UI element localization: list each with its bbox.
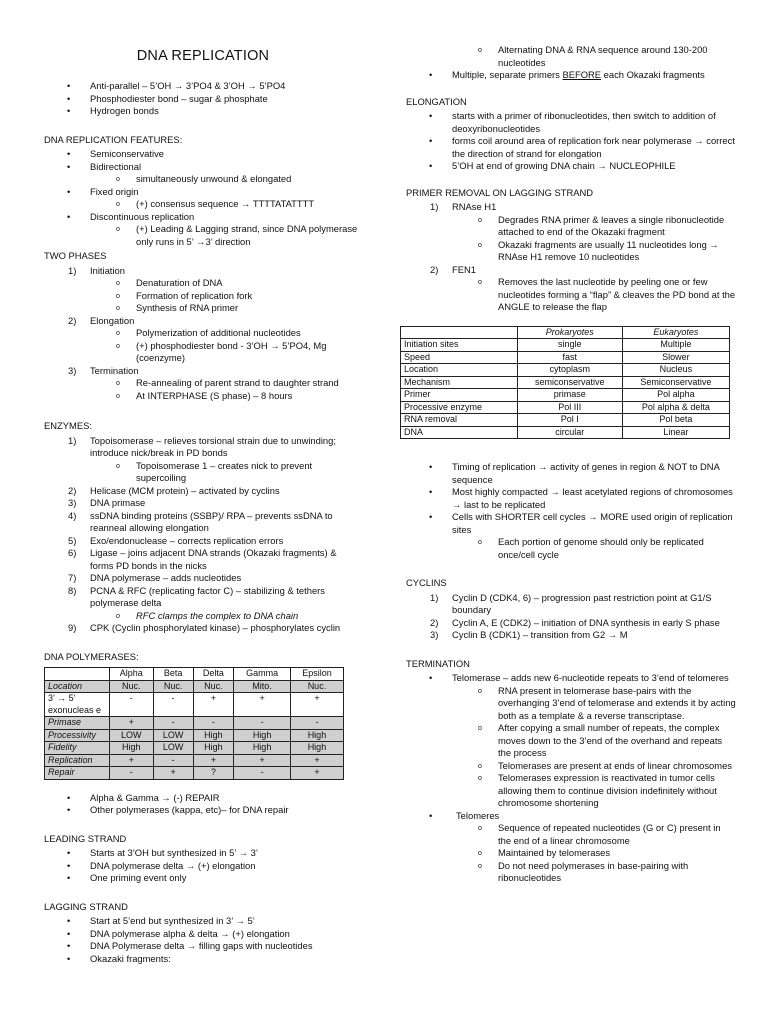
table-cell: + <box>153 767 193 780</box>
table-cell: - <box>234 717 291 730</box>
primer-removal-list <box>406 201 736 314</box>
table-cell: - <box>153 693 193 717</box>
table-row <box>401 376 730 389</box>
item-number: 2) <box>68 484 77 496</box>
table-cell: + <box>110 717 154 730</box>
table-cell: + <box>290 693 343 717</box>
table-cell: + <box>290 754 343 767</box>
list-item: • forms coil around area of replication fork near polymerase → correct the direction of strand for elongation <box>406 135 736 160</box>
row-label: Speed <box>401 351 518 364</box>
list-item <box>44 265 362 278</box>
intro-list <box>44 80 362 118</box>
sub-list-item: o Telomerases expression is reactivated in tumor cells allowing them to continue division indefinitely without chromosome shortening <box>406 772 736 810</box>
item-number: 1) <box>430 201 439 212</box>
lagging-list <box>44 915 362 965</box>
table-header-cell: Beta <box>153 668 193 681</box>
right-column <box>406 44 736 885</box>
list-item: • DNA polymerase delta → (+) elongation <box>44 860 362 873</box>
table-header-cell: Epsilon <box>290 668 343 681</box>
sub-list-item: o Polymerization of additional nucleotides <box>44 327 362 340</box>
list-item <box>44 497 362 510</box>
list-item: • Other polymerases (kappa, etc)– for DNA repair <box>44 804 362 817</box>
list-item: • Cells with SHORTER cell cycles → MORE used origin of replication sites <box>406 511 736 536</box>
row-label: Primase <box>45 717 110 730</box>
table-cell: Linear <box>622 426 729 439</box>
list-item: • Anti-parallel – 5’OH → 3’PO4 & 3’OH → 5’PO4 <box>44 80 362 93</box>
item-text: Cyclin A, E (CDK2) – initiation of DNA synthesis in early S phase <box>452 616 720 628</box>
table-row <box>45 767 344 780</box>
table-header-cell: Delta <box>193 668 234 681</box>
item-text: RNAse H1 <box>452 201 497 212</box>
item-text: Ligase – joins adjacent DNA strands (Okazaki fragments) & forms PD bonds in the nicks <box>90 547 337 571</box>
table-header-cell <box>45 668 110 681</box>
table-cell: High <box>110 742 154 755</box>
table-cell: - <box>110 767 154 780</box>
table-cell: High <box>290 729 343 742</box>
list-item <box>44 535 362 548</box>
sub-list-item: o Formation of replication fork <box>44 290 362 303</box>
sub-list-item: o (+) consensus sequence → TTTTATATTTT <box>44 198 362 211</box>
table-cell: + <box>234 693 291 717</box>
sub-list-item: o At INTERPHASE (S phase) – 8 hours <box>44 390 362 403</box>
table-cell: - <box>153 754 193 767</box>
item-text: Cyclin B (CDK1) – transition from G2 → M <box>452 629 628 640</box>
table-row <box>401 389 730 402</box>
leading-list <box>44 847 362 885</box>
sub-list-item: o Topoisomerase 1 – creates nick to prevent supercoiling <box>44 460 362 485</box>
table-header-cell: Eukaryotes <box>622 326 729 339</box>
row-label: Processive enzyme <box>401 401 518 414</box>
row-label: Processivity <box>45 729 110 742</box>
sub-list-item: o Sequence of repeated nucleotides (G or C) present in the end of a linear chromosome <box>406 822 736 847</box>
list-item: • starts with a primer of ribonucleotides, then switch to addition of deoxyribonucleotides <box>406 110 736 135</box>
polymerases-heading: DNA POLYMERASES: <box>44 650 139 662</box>
list-item: • Phosphodiester bond – sugar & phosphate <box>44 93 362 106</box>
row-label: Replication <box>45 754 110 767</box>
table-cell: circular <box>517 426 622 439</box>
sub-list-item: o Removes the last nucleotide by peeling one or few nucleotides forming a “flap” & cleaves the PD bond at the ANGLE to release the flap <box>406 276 736 314</box>
table-cell: Pol beta <box>622 414 729 427</box>
enzymes-list <box>44 435 362 635</box>
item-text: each Okazaki fragments <box>601 69 705 80</box>
item-text: Helicase (MCM protein) – activated by cyclins <box>90 484 280 496</box>
item-text: Termination <box>90 364 139 376</box>
table-cell: High <box>193 742 234 755</box>
table-row <box>401 339 730 352</box>
table-cell: - <box>110 693 154 717</box>
table-cell: High <box>234 729 291 742</box>
table-cell: + <box>110 754 154 767</box>
table-cell: Pol I <box>517 414 622 427</box>
list-item: • One priming event only <box>44 872 362 885</box>
table-row <box>401 414 730 427</box>
row-label: Location <box>401 364 518 377</box>
cyclins-list <box>406 592 736 642</box>
lagging-continued <box>406 44 736 82</box>
list-item: • Okazaki fragments: <box>44 953 362 966</box>
item-text: Exo/endonuclease – corrects replication errors <box>90 534 284 546</box>
item-number: 7) <box>68 572 77 584</box>
list-item: • Starts at 3’OH but synthesized in 5’ → 3’ <box>44 847 362 860</box>
sub-list-item: o Telomerases are present at ends of linear chromosomes <box>406 760 736 773</box>
sub-list-item: o After copying a small number of repeats, the complex moves down to the 3’end of the overhand and repeats the process <box>406 722 736 760</box>
table-cell: Pol alpha <box>622 389 729 402</box>
table-header-cell: Gamma <box>234 668 291 681</box>
row-label: Repair <box>45 767 110 780</box>
item-number: 8) <box>68 584 77 596</box>
table-header-row <box>45 668 344 681</box>
list-item: • Timing of replication → activity of genes in region & NOT to DNA sequence <box>406 461 736 486</box>
table-header-cell <box>401 326 518 339</box>
table-header-cell: Prokaryotes <box>517 326 622 339</box>
phases-list <box>44 265 362 403</box>
list-item: • DNA Polymerase delta → filling gaps with nucleotides <box>44 940 362 953</box>
sub-list-item: o Synthesis of RNA primer <box>44 302 362 315</box>
list-item: • Semiconservative <box>44 148 362 161</box>
prokaryote-eukaryote-table <box>400 326 730 440</box>
list-item <box>406 629 736 642</box>
row-label: 3’ → 5’ exonucleas e <box>45 693 110 717</box>
cyclins-heading: CYCLINS <box>406 577 447 588</box>
table-cell: - <box>234 767 291 780</box>
item-number: 6) <box>68 547 77 559</box>
list-item: • DNA polymerase alpha & delta → (+) elongation <box>44 928 362 941</box>
list-item: • Alpha & Gamma → (-) REPAIR <box>44 792 362 805</box>
item-number: 1) <box>430 591 439 603</box>
row-label: Primer <box>401 389 518 402</box>
sub-list-item: o (+) Leading & Lagging strand, since DNA polymerase only runs in 5’ →3’ direction <box>44 223 362 248</box>
table-cell: fast <box>517 351 622 364</box>
table-row <box>45 754 344 767</box>
table-cell: ? <box>193 767 234 780</box>
table-cell: Slower <box>622 351 729 364</box>
timing-list <box>406 461 736 561</box>
list-item <box>44 585 362 610</box>
table-cell: LOW <box>110 729 154 742</box>
sub-list-item: o RNA present in telomerase base-pairs with the overhanging 3’end of telomerase and extends it by acting both as a template & a reverse transcriptase. <box>406 685 736 723</box>
table-row <box>401 401 730 414</box>
list-item: • 5’OH at end of growing DNA chain → NUCLEOPHILE <box>406 160 736 173</box>
item-text: Multiple, separate primers <box>452 69 563 80</box>
table-cell: Semiconservative <box>622 376 729 389</box>
item-number: 1) <box>68 264 77 276</box>
item-text: PCNA & RFC (replicating factor C) – stabilizing & tethers polymerase delta <box>90 584 325 609</box>
sub-list-item: o Okazaki fragments are usually 11 nucleotides long → RNAse H1 remove 10 nucleotides <box>406 239 736 264</box>
list-item <box>406 201 736 214</box>
table-cell: Nuc. <box>110 680 154 693</box>
table-cell: Multiple <box>622 339 729 352</box>
list-item: • Hydrogen bonds <box>44 105 362 118</box>
item-text: Topoisomerase – relieves torsional strain due to unwinding; introduce nick/break in PD bonds <box>90 434 336 459</box>
table-row <box>401 364 730 377</box>
item-number: 2) <box>430 263 439 275</box>
table-cell: Nucleus <box>622 364 729 377</box>
item-number: 4) <box>68 509 77 521</box>
row-label: DNA <box>401 426 518 439</box>
polymerases-table <box>44 667 344 780</box>
table-cell: Pol III <box>517 401 622 414</box>
table-cell: single <box>517 339 622 352</box>
list-item <box>44 622 362 635</box>
table-cell: Nuc. <box>290 680 343 693</box>
list-item: • Bidirectional <box>44 161 362 174</box>
row-label: Location <box>45 680 110 693</box>
item-text: Elongation <box>90 314 135 326</box>
table-cell: semiconservative <box>517 376 622 389</box>
item-text: DNA polymerase – adds nucleotides <box>90 572 242 584</box>
list-item <box>406 617 736 630</box>
list-item <box>44 365 362 378</box>
table-cell: primase <box>517 389 622 402</box>
list-item <box>406 264 736 277</box>
item-number: 5) <box>68 534 77 546</box>
table-header-cell: Alpha <box>110 668 154 681</box>
table-cell: LOW <box>153 742 193 755</box>
table-cell: LOW <box>153 729 193 742</box>
row-label: Initiation sites <box>401 339 518 352</box>
sub-list-item: o (+) phosphodiester bond - 3’OH → 5’PO4, Mg (coenzyme) <box>44 340 362 365</box>
list-item <box>44 315 362 328</box>
item-number: 2) <box>430 616 439 628</box>
sub-list-item: o Re-annealing of parent strand to daughter strand <box>44 377 362 390</box>
item-text: FEN1 <box>452 263 476 275</box>
table-cell: + <box>290 767 343 780</box>
table-cell: - <box>153 717 193 730</box>
item-number: 2) <box>68 314 77 326</box>
left-column <box>44 0 362 965</box>
table-row <box>45 742 344 755</box>
termination-list <box>406 672 736 885</box>
enzymes-heading: ENZYMES: <box>44 420 92 432</box>
list-item: • Fixed origin <box>44 186 362 199</box>
item-number: 9) <box>68 622 77 634</box>
list-item <box>44 485 362 498</box>
table-row <box>401 426 730 439</box>
list-item: • Most highly compacted → least acetylated regions of chromosomes → last to be replicated <box>406 486 736 511</box>
table-cell: cytoplasm <box>517 364 622 377</box>
table-cell: Nuc. <box>193 680 234 693</box>
elongation-heading: ELONGATION <box>406 95 467 107</box>
table-header-row <box>401 326 730 339</box>
features-list <box>44 148 362 248</box>
list-item <box>44 547 362 572</box>
sub-list-item: o simultaneously unwound & elongated <box>44 173 362 186</box>
item-number: 3) <box>430 629 439 640</box>
primer-removal-heading: PRIMER REMOVAL ON LAGGING STRAND <box>406 186 594 198</box>
item-number: 3) <box>68 364 77 376</box>
emphasis-text: BEFORE <box>562 69 602 80</box>
table-cell: - <box>290 717 343 730</box>
page-title: DNA REPLICATION <box>136 48 270 64</box>
list-item <box>406 69 736 82</box>
item-number: 1) <box>68 434 77 446</box>
phases-heading: TWO PHASES <box>44 250 107 262</box>
item-text: CPK (Cyclin phosphorylated kinase) – phosphorylates cyclin <box>90 622 341 634</box>
list-item <box>44 510 362 535</box>
table-cell: Nuc. <box>153 680 193 693</box>
list-item <box>44 572 362 585</box>
table-cell: Pol alpha & delta <box>622 401 729 414</box>
item-text: Initiation <box>90 264 125 276</box>
leading-heading: LEADING STRAND <box>44 832 127 844</box>
sub-list-item: o Degrades RNA primer & leaves a single ribonucleotide attached to end of the Okazaki fragment <box>406 214 736 239</box>
table-row <box>45 729 344 742</box>
table-cell: + <box>193 693 234 717</box>
termination-heading: TERMINATION <box>406 657 470 669</box>
sub-list-item: o Do not need polymerases in base-pairing with ribonucleotides <box>406 860 736 885</box>
sub-list-item: o Alternating DNA & RNA sequence around 130-200 nucleotides <box>406 44 736 69</box>
table-cell: - <box>193 717 234 730</box>
elongation-list <box>406 110 736 173</box>
item-number: 3) <box>68 497 77 509</box>
sub-list-item: o Each portion of genome should only be replicated once/cell cycle <box>406 536 736 561</box>
sub-list-item: o Denaturation of DNA <box>44 277 362 290</box>
table-row <box>401 351 730 364</box>
row-label: RNA removal <box>401 414 518 427</box>
polymerase-notes <box>44 792 362 817</box>
list-item <box>406 592 736 617</box>
table-cell: Mito. <box>234 680 291 693</box>
table-cell: High <box>193 729 234 742</box>
table-row <box>45 693 344 717</box>
sub-list-item: o Maintained by telomerases <box>406 847 736 860</box>
item-text: ssDNA binding proteins (SSBP)/ RPA – prevents ssDNA to reanneal allowing elongation <box>90 509 333 534</box>
list-item: • Telomeres <box>406 810 736 823</box>
table-row <box>45 717 344 730</box>
lagging-heading: LAGGING STRAND <box>44 900 128 912</box>
table-cell: + <box>193 754 234 767</box>
table-cell: High <box>234 742 291 755</box>
item-text: Cyclin D (CDK4, 6) – progression past restriction point at G1/S boundary <box>452 591 712 615</box>
list-item: • Start at 5’end but synthesized in 3’ → 5’ <box>44 915 362 928</box>
list-item <box>44 435 362 460</box>
features-heading: DNA REPLICATION FEATURES: <box>44 133 183 145</box>
list-item: • Telomerase – adds new 6-nucleotide repeats to 3’end of telomeres <box>406 672 736 685</box>
table-cell: High <box>290 742 343 755</box>
item-text: DNA primase <box>90 497 146 509</box>
table-row <box>45 680 344 693</box>
row-label: Fidelity <box>45 742 110 755</box>
sub-list-item: o RFC clamps the complex to DNA chain <box>44 610 362 623</box>
table-cell: + <box>234 754 291 767</box>
list-item: • Discontinuous replication <box>44 211 362 224</box>
row-label: Mechanism <box>401 376 518 389</box>
